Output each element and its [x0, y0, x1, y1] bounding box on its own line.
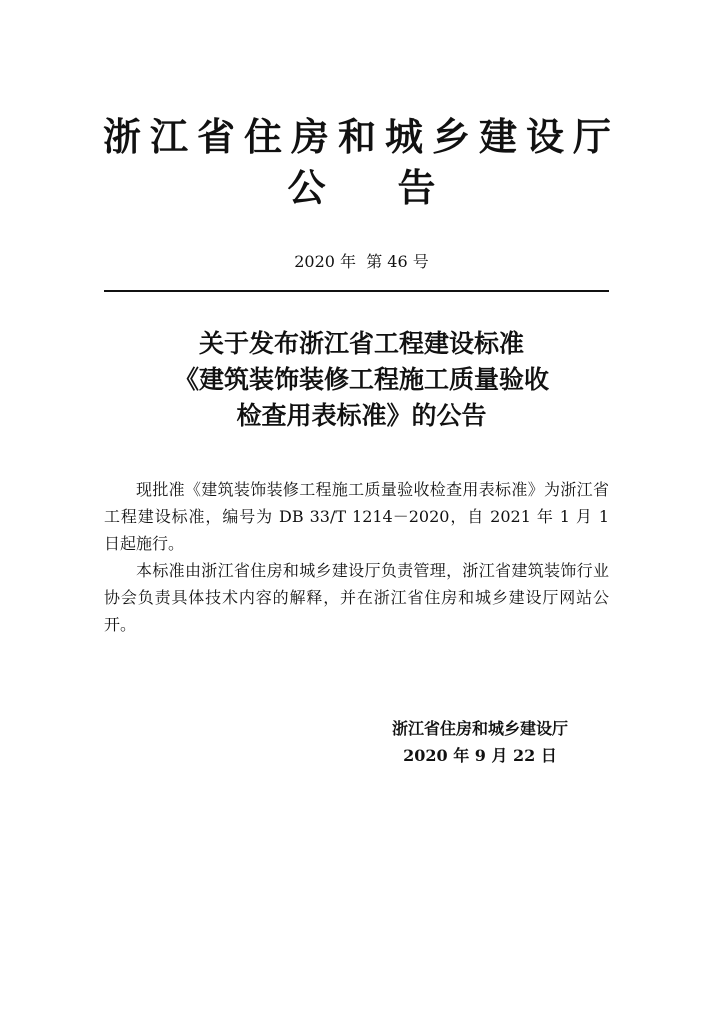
signature-block [330, 715, 630, 769]
body-paragraph-2: 本标准由浙江省住房和城乡建设厅负责管理，浙江省建筑装饰行业协会负责具体技术内容的解释，并在浙江省住房和城乡建设厅网站公开。 [104, 561, 609, 634]
signature-organization: 浙江省住房和城乡建设厅 [391, 719, 568, 738]
title-line-1: 关于发布浙江省工程建设标准 [198, 329, 524, 358]
doc-type-char-2: 告 [397, 165, 436, 210]
notice-body [104, 476, 609, 638]
title-line-2: 《建筑装饰装修工程施工质量验收 [173, 365, 549, 394]
doc-type-char-1: 公 [287, 165, 326, 210]
notice-title [0, 326, 723, 434]
signature-date: 2020 年 9 月 22 日 [403, 746, 557, 765]
body-paragraph-1: 现批准《建筑装饰装修工程施工质量验收检查用表标准》为浙江省工程建设标准，编号为 DB 33/T 1214－2020，自 2021 年 1 月 1 日起施行。 [104, 480, 609, 553]
header-divider [104, 290, 609, 292]
document-number: 2020 年 第 46 号 [294, 252, 429, 271]
issuer-heading: 浙江省住房和城乡建设厅 [102, 114, 620, 159]
title-line-3: 检查用表标准》的公告 [236, 401, 487, 430]
document-type-heading [0, 163, 723, 213]
